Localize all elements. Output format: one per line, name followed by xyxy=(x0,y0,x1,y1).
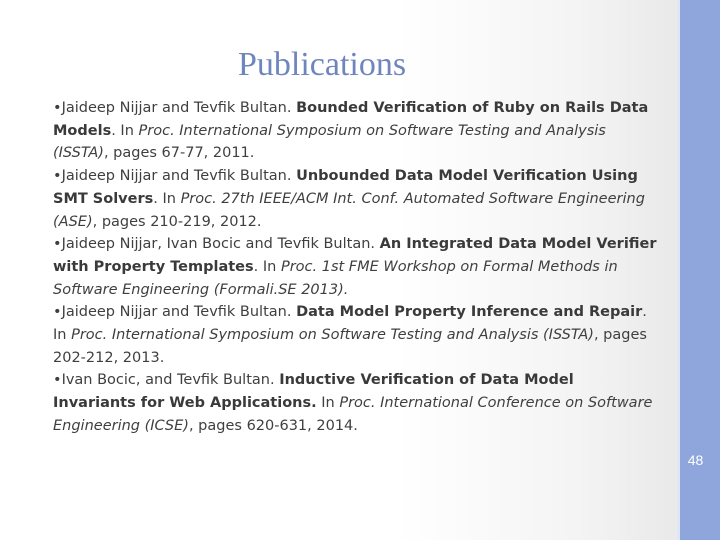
publication-pages: , pages 202-212, 2013. xyxy=(53,327,647,366)
publication-authors: Jaideep Nijjar and Tevfik Bultan. xyxy=(61,168,292,185)
publication-prefix: In xyxy=(316,395,340,412)
publication-item xyxy=(53,233,659,301)
publication-venue: Proc. 1st FME Workshop on Formal Methods in Software Engineering (Formali.SE 2013). xyxy=(53,258,618,298)
publication-prefix: . In xyxy=(111,122,139,139)
bullet: • xyxy=(53,168,62,185)
publication-venue: Proc. International Symposium on Software Testing and Analysis (ISSTA) xyxy=(71,327,594,344)
bullet: • xyxy=(53,236,62,253)
publication-venue: Proc. International Conference on Software Engineering (ICSE) xyxy=(53,395,653,434)
publication-authors: Jaideep Nijjar, Ivan Bocic and Tevfik Bultan. xyxy=(61,236,376,253)
publication-title: Data Model Property Inference and Repair xyxy=(296,304,643,321)
publication-title: Inductive Verification of Data Model Invariants for Web Applications. xyxy=(53,372,574,412)
publication-venue: Proc. International Symposium on Software Testing and Analysis (ISSTA) xyxy=(53,122,606,162)
publication-item xyxy=(53,301,659,369)
publication-authors: Jaideep Nijjar and Tevfik Bultan. xyxy=(61,100,292,116)
publication-authors: Jaideep Nijjar and Tevfik Bultan. xyxy=(61,304,292,321)
bullet: • xyxy=(53,372,62,389)
publication-authors: Ivan Bocic, and Tevfik Bultan. xyxy=(61,372,275,389)
publication-item xyxy=(53,165,659,233)
publication-item xyxy=(53,369,659,437)
publication-prefix: . In xyxy=(153,190,181,207)
publication-pages: , pages 210-219, 2012. xyxy=(92,213,262,230)
publication-title: Bounded Verification of Ruby on Rails Data Models xyxy=(53,100,649,139)
publication-title: Unbounded Data Model Verification Using SMT Solvers xyxy=(53,168,638,207)
page-title: Publications xyxy=(238,46,407,83)
publication-title: An Integrated Data Model Verifier with Property Templates xyxy=(53,236,657,275)
publication-prefix: . In xyxy=(253,258,281,275)
publication-item xyxy=(53,97,659,165)
publication-list xyxy=(53,97,659,438)
bullet: • xyxy=(53,100,62,116)
publication-venue: Proc. 27th IEEE/ACM Int. Conf. Automated Software Engineering (ASE) xyxy=(53,190,645,230)
publication-prefix: . In xyxy=(53,304,647,344)
publication-pages: , pages 620-631, 2014. xyxy=(188,417,358,434)
bullet: • xyxy=(53,304,62,321)
publication-pages: , pages 67-77, 2011. xyxy=(103,145,255,162)
page-number: 48 xyxy=(687,452,704,468)
